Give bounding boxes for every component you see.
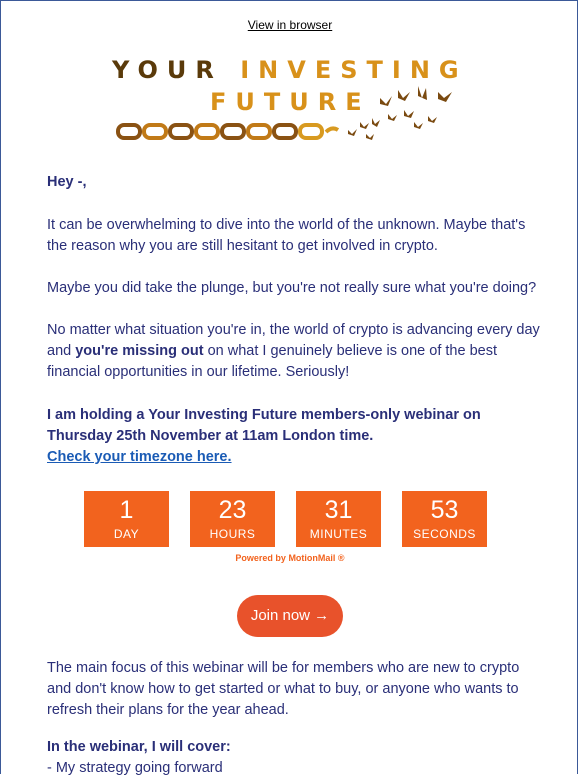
days-label: DAY: [113, 527, 140, 541]
days-value: 1: [119, 496, 134, 524]
paragraph-focus: The main focus of this webinar will be for members who are new to crypto and don't know how to get started or what to buy, or anyone who wants to refresh their plans for the year ahead.: [47, 660, 520, 718]
timezone-link[interactable]: Check your timezone here.: [47, 449, 232, 465]
countdown-timer: [84, 491, 504, 547]
logo-word-future: FUTURE: [210, 88, 371, 116]
countdown-days: [84, 491, 169, 547]
paragraph-3-text: No matter what situation you're in, the world of crypto is advancing every day and: [47, 322, 540, 359]
paragraph-1: It can be overwhelming to dive into the world of the unknown. Maybe that's the reason why you are still hesitant to get involved in crypto.: [47, 217, 526, 254]
logo-word-investing: INVESTING: [240, 56, 468, 84]
seconds-label: SECONDS: [413, 527, 476, 541]
emphasis-missing-out: you're missing out: [75, 343, 204, 359]
brand-logo: [108, 50, 478, 150]
list-item: - My strategy going forward: [47, 760, 223, 776]
view-in-browser-link[interactable]: View in browser: [247, 18, 333, 32]
countdown-seconds: [402, 491, 487, 547]
countdown-minutes: [296, 491, 381, 547]
hours-label: HOURS: [209, 527, 256, 541]
webinar-cover-heading: In the webinar, I will cover:: [47, 739, 231, 755]
minutes-label: MINUTES: [309, 527, 368, 541]
paragraph-webinar: I am holding a Your Investing Future members-only webinar on Thursday 25th November at 11am London time.: [47, 407, 481, 444]
countdown-hours: [190, 491, 275, 547]
chain-birds-icon: [108, 50, 478, 150]
minutes-value: 31: [324, 496, 353, 524]
seconds-value: 53: [430, 496, 459, 524]
paragraph-2: Maybe you did take the plunge, but you're not really sure what you're doing?: [47, 280, 537, 296]
timezone-line: [47, 447, 547, 468]
logo-word-your: YOUR: [112, 56, 241, 84]
hours-value: 23: [218, 496, 247, 524]
paragraph-3-text-end: on what I genuinely believe is one of the best financial opportunities in our lifetime. Seriously!: [47, 343, 497, 380]
powered-by-motionmail[interactable]: Powered by MotionMail ®: [235, 553, 345, 563]
greeting: Hey -,: [47, 174, 87, 190]
paragraph-3: [47, 320, 547, 383]
join-now-button[interactable]: Join now →: [237, 595, 343, 637]
